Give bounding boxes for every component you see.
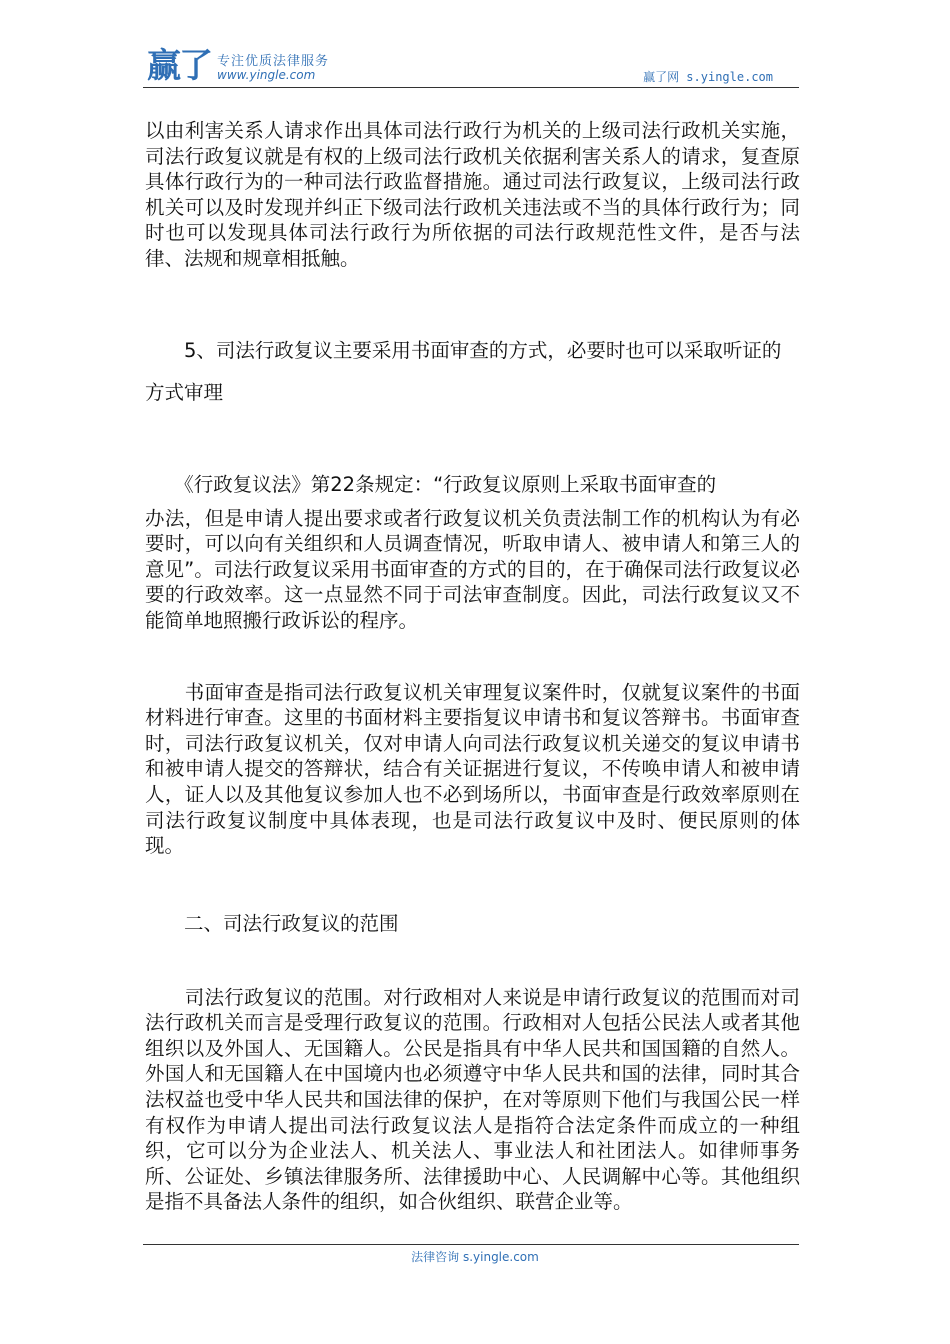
section-heading-2: 二、司法行政复议的范围	[145, 911, 399, 935]
header-site-link[interactable]: 赢了网 s.yingle.com	[643, 70, 773, 84]
paragraph-4: 司法行政复议的范围。对行政相对人来说是申请行政复议的范围而对司法行政机关而言是受理行政复议的范围。行政相对人包括公民法人或者其他组织以及外国人、无国籍人。公民是指具有中华人民共和国国籍的自然人。外国人和无国籍人在中国境内也必须遵守中华人民共和国的法律，同时其合法权益也受中华人民共和国法律的保护，在对等原则下他们与我国公民一样有权作为申请人提出司法行政复议法人是指符合法定条件而成立的一种组织，它可以分为企业法人、机关法人、事业法人和社团法人。如律师事务所、公证处、乡镇法律服务所、法律援助中心、人民调解中心等。其他组织是指不具备法人条件的组织，如合伙组织、联营企业等。	[145, 985, 800, 1214]
paragraph-3: 书面审查是指司法行政复议机关审理复议案件时，仅就复议案件的书面材料进行审查。这里的书面材料主要指复议申请书和复议答辩书。书面审查时，司法行政复议机关，仅对申请人向司法行政复议机关递交的复议申请书和被申请人提交的答辩状，结合有关证据进行复议，不传唤申请人和被申请人，证人以及其他复议参加人也不必到场所以，书面审查是行政效率原则在司法行政复议制度中具体表现，也是司法行政复议中及时、便民原则的体现。	[145, 680, 800, 858]
footer-divider	[143, 1244, 799, 1245]
logo-slogan: 专注优质法律服务	[217, 54, 330, 69]
footer-link[interactable]: 法律咨询 s.yingle.com	[411, 1250, 539, 1264]
document-body	[145, 110, 800, 1215]
header-divider	[143, 87, 799, 88]
paragraph-1: 以由利害关系人请求作出具体司法行政行为机关的上级司法行政机关实施，司法行政复议就是有权的上级司法行政机关依据利害关系人的请求，复查原具体行政行为的一种司法行政监督措施。通过司法行政复议，上级司法行政机关可以及时发现并纠正下级司法行政机关违法或不当的具体行政行为；同时也可以发现具体司法行政行为所依据的司法行政规范性文件，是否与法律、法规和规章相抵触。	[145, 119, 800, 270]
paragraph-2-rest: 办法，但是申请人提出要求或者行政复议机关负责法制工作的机构认为有必要时，可以向有关组织和人员调查情况，听取申请人、被申请人和第三人的意见”。司法行政复议采用书面审查的方式的目的，在于确保司法行政复议必要的行政效率。这一点显然不同于司法审查制度。因此，司法行政复议又不能简单地照搬行政诉讼的程序。	[145, 506, 800, 632]
logo-url[interactable]: www.yingle.com	[217, 68, 316, 82]
section-heading-5: 5、司法行政复议主要采用书面审查的方式，必要时也可以采取听证的方式审理	[145, 338, 782, 404]
logo: 赢了	[147, 46, 211, 86]
paragraph-2-first-line: 《行政复议法》第22条规定：“行政复议原则上采取书面审查的	[145, 472, 717, 496]
page-header	[143, 44, 803, 88]
paragraph-2	[145, 464, 800, 634]
